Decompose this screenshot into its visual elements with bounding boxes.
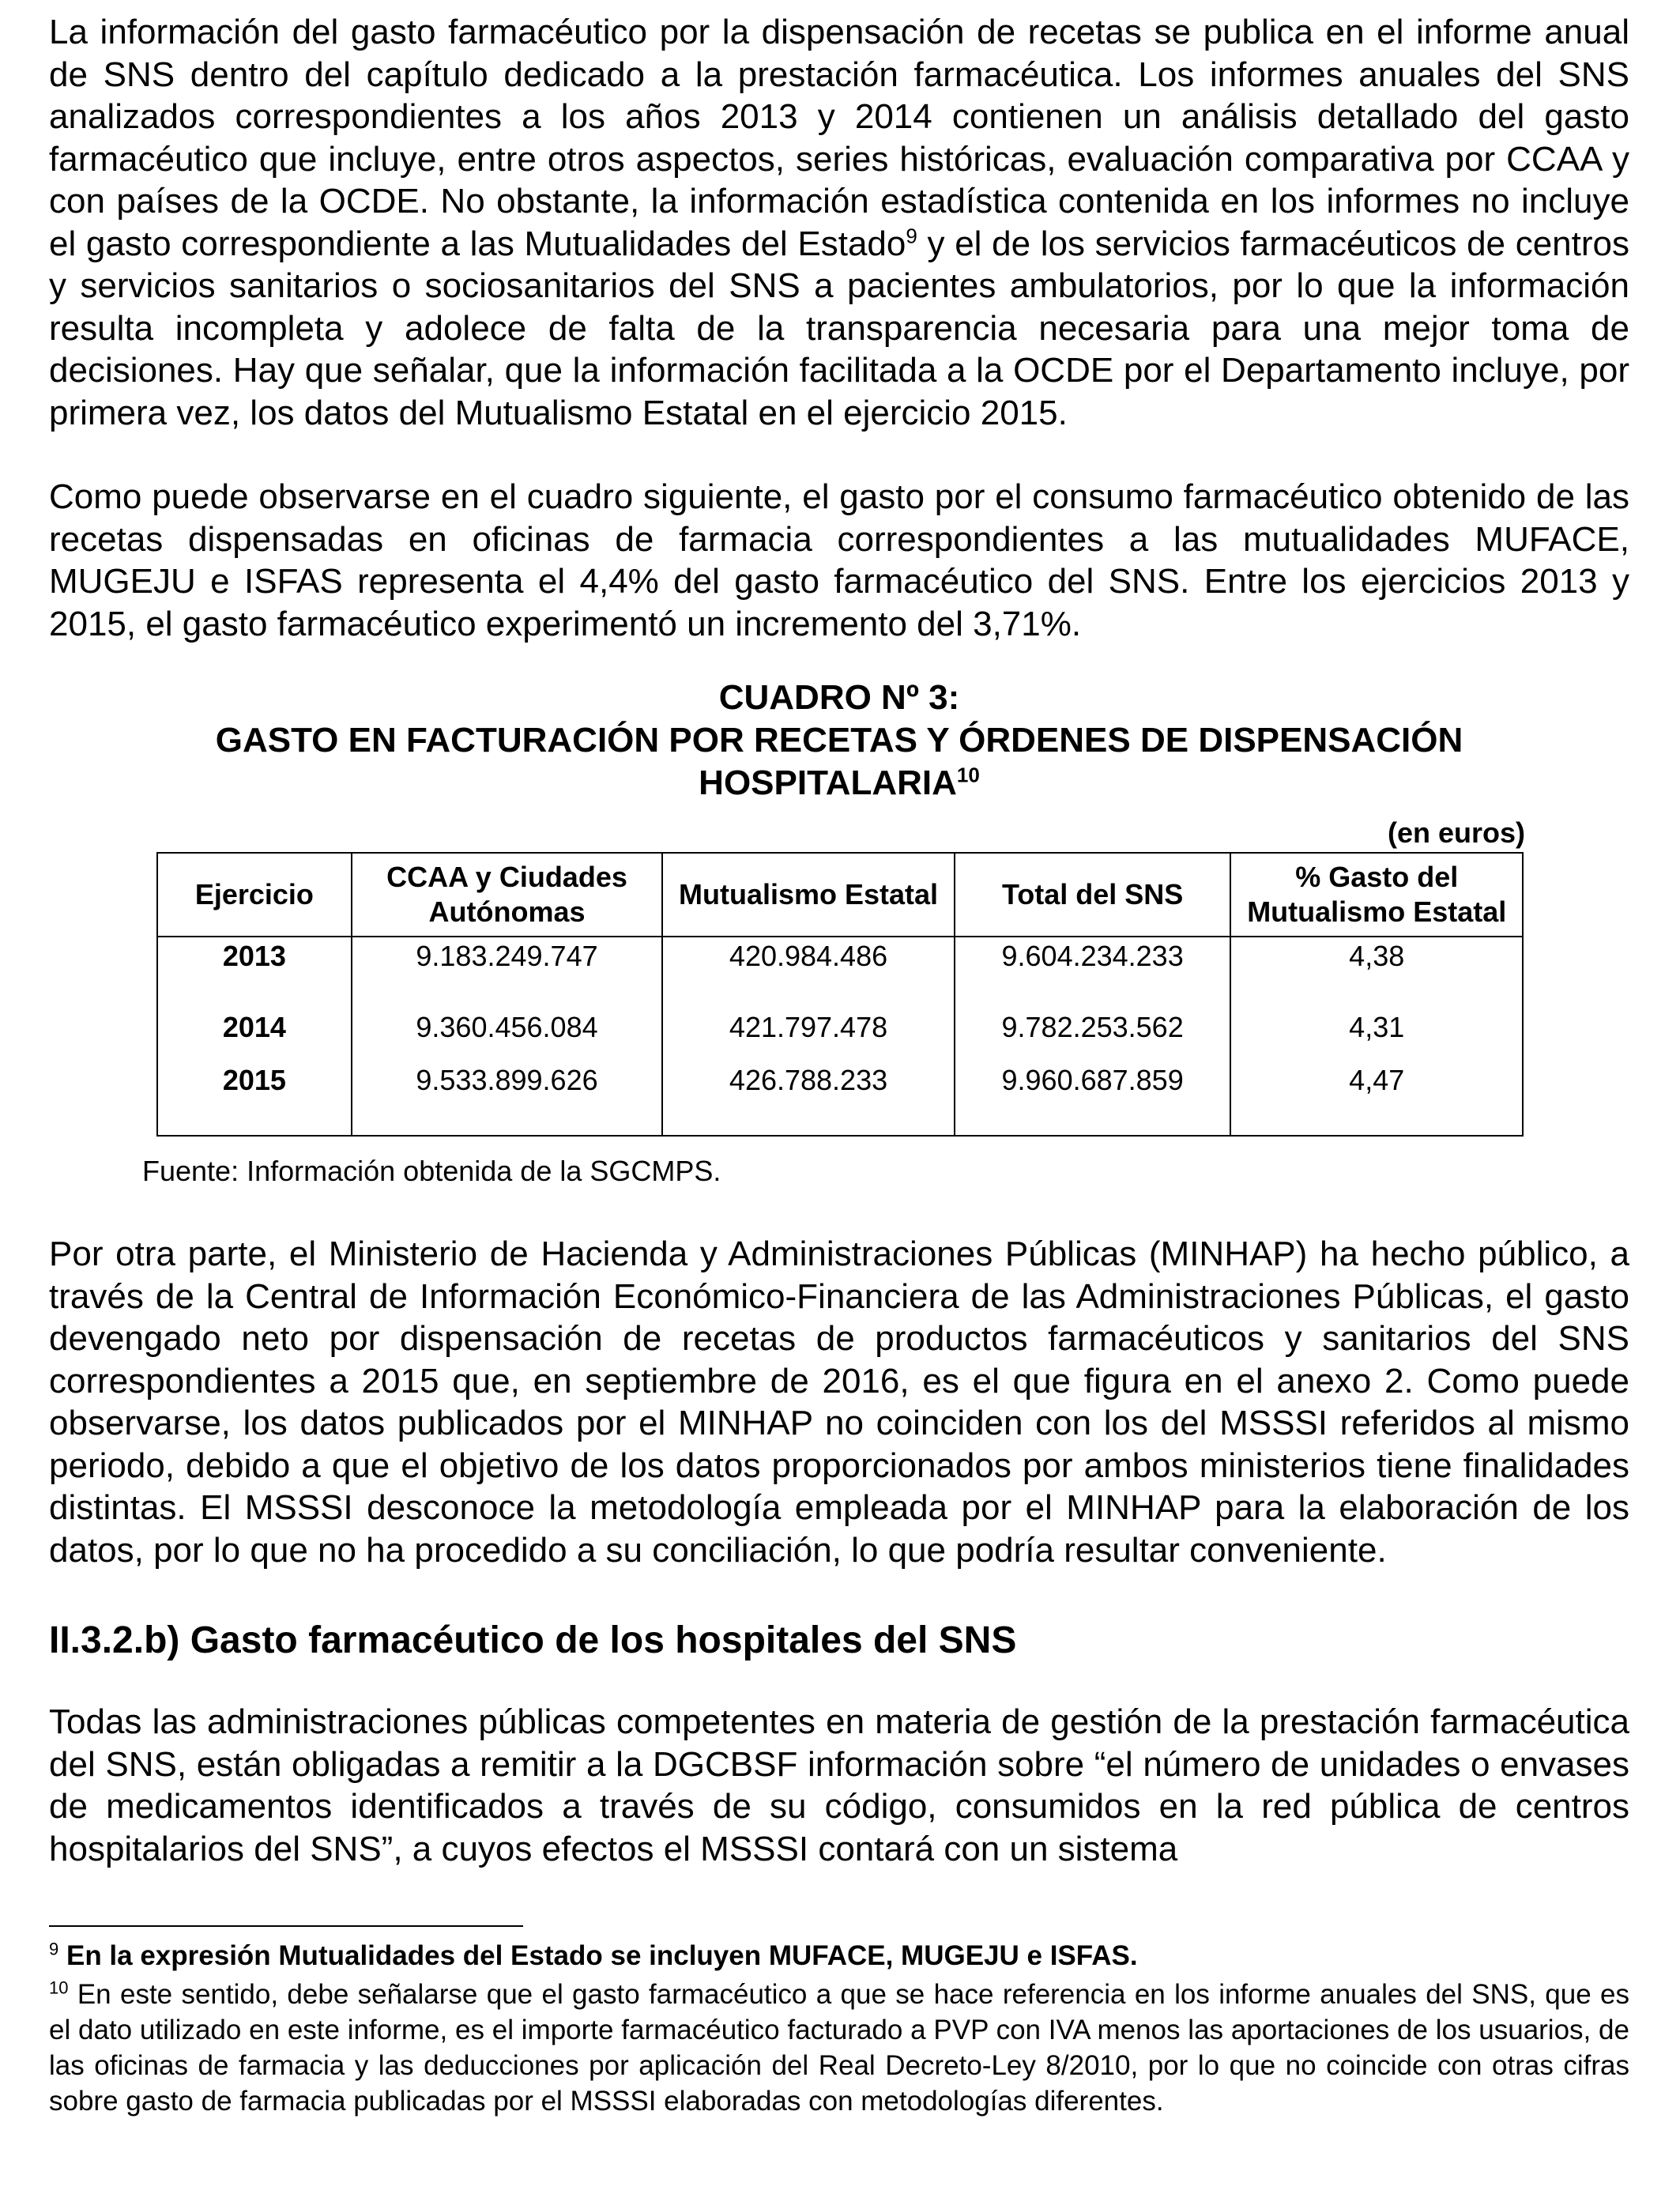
column-header: Total del SNS: [955, 853, 1231, 937]
paragraph-text: y el de los servicios farmacéuticos de centros y servicios sanitarios o sociosanitarios del SNS a pacientes ambulatorios, por lo que la información resulta incompleta y adolece de falta de la transparencia necesaria para una mejor toma de decisiones. Hay que señalar, que la información facilitada a la OCDE por el Departamento incluye, por primera vez, los datos del Mutualismo Estatal en el ejercicio 2015.: [49, 224, 1629, 432]
paragraph-minhap: Por otra parte, el Ministerio de Hacienda y Administraciones Públicas (MINHAP) ha hecho público, a través de la Central de Información Económico-Financiera de las Administraciones Públicas, el gasto devengado neto por dispensación de recetas de productos farmacéuticos y sanitarios del SNS correspondientes a 2015 que, en septiembre de 2016, es el que figura en el anexo 2. Como puede observarse, los datos publicados por el MINHAP no coinciden con los del MSSSI referidos al mismo periodo, debido a que el objetivo de los datos proporcionados por ambos ministerios tiene finalidades distintas. El MSSSI desconoce la metodología empleada por el MINHAP para la elaboración de los datos, por lo que no ha procedido a su conciliación, lo que podría resultar conveniente.: [49, 1235, 1629, 1570]
mutualismo-cell: 426.788.233: [662, 1060, 955, 1136]
total-cell: 9.960.687.859: [955, 1060, 1231, 1136]
table-row: [157, 1060, 1523, 1136]
mutualismo-cell: 421.797.478: [662, 995, 955, 1060]
document-page: [49, 11, 1629, 2119]
cuadro-number: CUADRO Nº 3:: [718, 678, 960, 717]
ccaa-cell: 9.360.456.084: [352, 995, 663, 1060]
percent-cell: 4,38: [1230, 937, 1523, 995]
footnote-ref-10[interactable]: 10: [956, 763, 980, 787]
mutualismo-cell: 420.984.486: [662, 937, 955, 995]
cuadro-title-text: HOSPITALARIA: [699, 763, 957, 802]
year-cell: 2013: [157, 937, 352, 995]
footnote-text: En este sentido, debe señalarse que el gasto farmacéutico a que se hace referencia en los informe anuales del SNS, que es el dato utilizado en este informe, es el importe farmacéutico facturado a PVP con IVA menos las aportaciones de los usuarios, de las oficinas de farmacia y las deducciones por aplicación del Real Decreto-Ley 8/2010, por lo que no coincide con otras cifras sobre gasto de farmacia publicadas por el MSSSI elaboradas con metodologías diferentes.: [49, 1979, 1629, 2117]
table-units: (en euros): [1387, 816, 1525, 849]
cuadro-3: [49, 677, 1629, 1189]
section-heading: II.3.2.b) Gasto farmacéutico de los hospitales del SNS: [49, 1619, 1017, 1661]
column-header: Mutualismo Estatal: [662, 853, 955, 937]
footnote-9: [49, 1938, 1629, 1973]
column-header: Ejercicio: [157, 853, 352, 937]
column-header: % Gasto del Mutualismo Estatal: [1230, 853, 1523, 937]
footnote-number: 10: [49, 1977, 69, 1998]
year-cell: 2014: [157, 995, 352, 1060]
footnote-ref-9[interactable]: 9: [906, 223, 917, 247]
total-cell: 9.782.253.562: [955, 995, 1231, 1060]
cuadro-title-line: [49, 762, 1629, 805]
ccaa-cell: 9.533.899.626: [352, 1060, 663, 1136]
footnote-number: 9: [49, 1939, 59, 1959]
paragraph-hospitales: Todas las administraciones públicas competentes en materia de gestión de la prestación farmacéutica del SNS, están obligadas a remitir a la DGCBSF información sobre “el número de unidades o envases de medicamentos identificados a través de su código, consumidos en la red pública de centros hospitalarios del SNS”, a cuyos efectos el MSSSI contará con un sistema: [49, 1702, 1629, 1868]
paragraph-informe-anual: [49, 11, 1629, 434]
table-source: Fuente: Información obtenida de la SGCMPS.: [142, 1155, 721, 1187]
footnote-10: [49, 1977, 1629, 2119]
column-header: CCAA y Ciudades Autónomas: [352, 853, 663, 937]
year-cell: 2015: [157, 1060, 352, 1136]
cuadro-title-line: GASTO EN FACTURACIÓN POR RECETAS Y ÓRDENES DE DISPENSACIÓN: [215, 721, 1463, 760]
percent-cell: 4,47: [1230, 1060, 1523, 1136]
footnote-text: En la expresión Mutualidades del Estado se incluyen MUFACE, MUGEJU e ISFAS.: [58, 1940, 1138, 1971]
ccaa-cell: 9.183.249.747: [352, 937, 663, 995]
total-cell: 9.604.234.233: [955, 937, 1231, 995]
footnote-separator: [49, 1925, 523, 1927]
table-row: [157, 995, 1523, 1060]
paragraph-text: La información del gasto farmacéutico por la dispensación de recetas se publica en el informe anual de SNS dentro del capítulo dedicado a la prestación farmacéutica. Los informes anuales del SNS analizados correspondientes a los años 2013 y 2014 contienen un análisis detallado del gasto farmacéutico que incluye, entre otros aspectos, series históricas, evaluación comparativa por CCAA y con países de la OCDE. No obstante, la información estadística contenida en los informes no incluye el gasto correspondiente a las Mutualidades del Estado: [49, 13, 1629, 263]
paragraph-gasto-mutualidades: Como puede observarse en el cuadro siguiente, el gasto por el consumo farmacéutico obtenido de las recetas dispensadas en oficinas de farmacia correspondientes a las mutualidades MUFACE, MUGEJU e ISFAS representa el 4,4% del gasto farmacéutico del SNS. Entre los ejercicios 2013 y 2015, el gasto farmacéutico experimentó un incremento del 3,71%.: [49, 477, 1629, 643]
table-header-row: [157, 853, 1523, 937]
gasto-table: [156, 852, 1524, 1137]
percent-cell: 4,31: [1230, 995, 1523, 1060]
table-row: [157, 937, 1523, 995]
